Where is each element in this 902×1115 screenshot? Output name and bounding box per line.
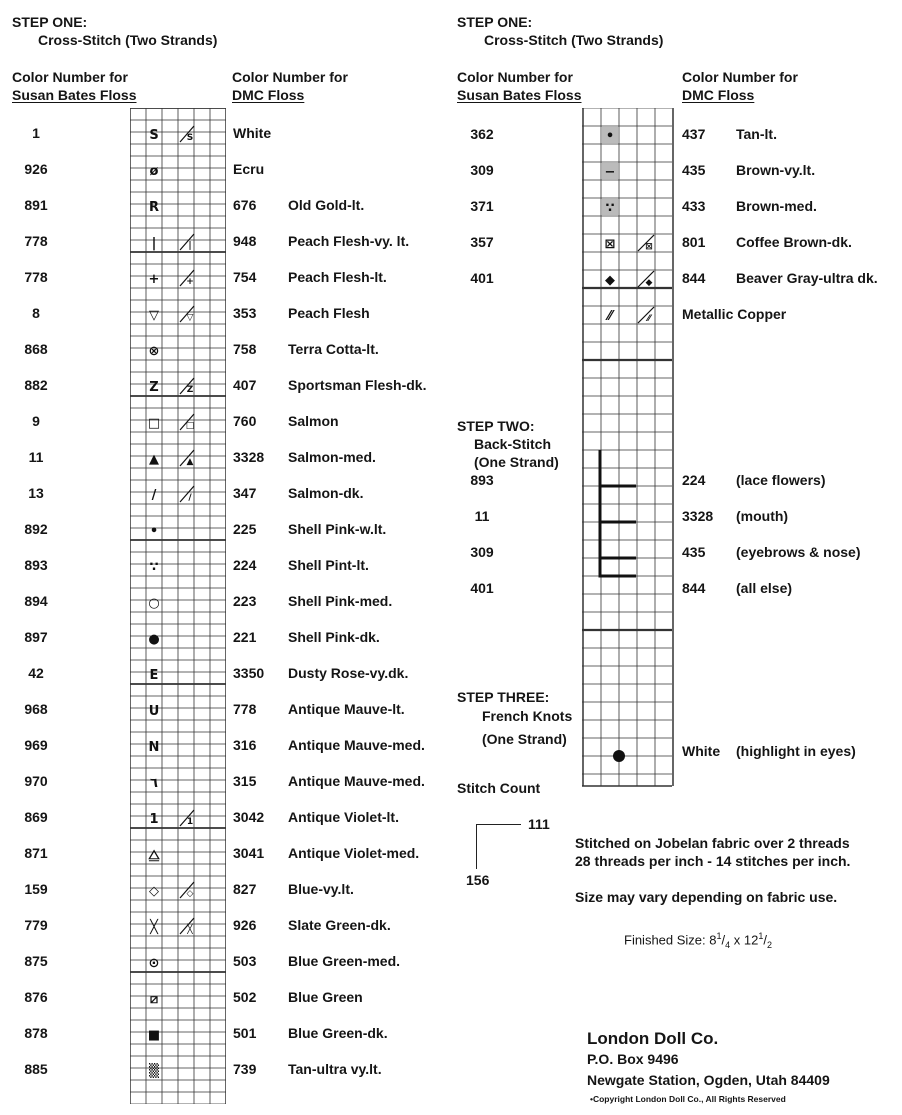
left-step-title: STEP ONE: [12,14,88,30]
fabric-line-2: 28 threads per inch - 14 stitches per inch. [575,853,851,869]
left-color-name: Peach Flesh [288,305,370,321]
left-symbol: ○ [148,596,160,611]
right-symbol: ∵ [605,201,615,216]
step-three-sub2: (One Strand) [482,731,567,747]
backstitch-dmc-number: 3328 [682,508,714,524]
left-symbol: ⧋ [148,848,160,863]
left-susan-number: 875 [24,953,48,969]
left-symbol: ▽ [149,308,159,323]
left-dmc-number: 926 [233,917,257,933]
left-dmc-number: 224 [233,557,257,573]
left-susan-number: 869 [24,809,48,825]
right-symbol: − [604,165,616,180]
left-dmc-number: 503 [233,953,257,969]
finished-size: Finished Size: $8^1/_4$ x $12^1/_2$ [624,931,772,950]
right-dmc-number: 437 [682,126,706,142]
left-susan-number: 871 [24,845,48,861]
left-dmc-number: 347 [233,485,257,501]
left-half-symbol: ╳ [187,925,193,935]
left-color-name: Tan-ultra vy.lt. [288,1061,382,1077]
right-symbol-grid [582,108,674,788]
left-symbol: U [148,704,160,719]
left-symbol: ø [149,164,159,179]
left-susan-number: 1 [32,125,40,141]
left-dmc-number: 225 [233,521,257,537]
left-susan-number: 969 [24,737,48,753]
right-half-symbol: ⊠ [645,242,653,252]
left-half-symbol: | [188,241,192,251]
left-symbol: N [148,740,160,755]
size-note: Size may vary depending on fabric use. [575,889,838,905]
left-color-name: Antique Mauve-lt. [288,701,405,717]
left-dmc-number: 315 [233,773,257,789]
left-color-name: Antique Mauve-med. [288,737,425,753]
left-susan-number: 8 [32,305,40,321]
left-color-name: Shell Pink-med. [288,593,393,609]
left-symbol: | [151,236,157,251]
right-dmc-number: Metallic Copper [682,306,787,322]
left-susan-number: 42 [28,665,44,681]
backstitch-susan-number: 893 [470,472,494,488]
left-susan-number: 9 [32,413,40,429]
left-susan-number: 970 [24,773,48,789]
left-symbol: ● [148,632,160,647]
left-dmc-number: Ecru [233,161,265,177]
backstitch-description: (lace flowers) [736,472,826,488]
backstitch-dmc-number: 224 [682,472,706,488]
left-dmc-number: 827 [233,881,257,897]
po-box: P.O. Box 9496 [587,1051,679,1067]
backstitch-susan-number: 309 [470,544,494,560]
left-susan-number: 778 [24,233,48,249]
left-half-symbol: S [186,133,194,143]
left-step-sub: Cross-Stitch (Two Strands) [38,32,218,48]
left-symbol-grid [130,108,226,1104]
left-symbol: ∵ [149,560,159,575]
left-color-name: Peach Flesh-vy. lt. [288,233,410,249]
left-dmc-number: 948 [233,233,257,249]
backstitch-susan-number: 401 [470,580,494,596]
left-symbol: Z [149,380,159,395]
right-color-name: Brown-vy.lt. [736,162,816,178]
left-symbol: □ [147,416,161,431]
right-step-title: STEP ONE: [457,14,533,30]
left-dmc-number: White [233,125,272,141]
left-half-symbol: / [188,493,192,503]
backstitch-description: (all else) [736,580,793,596]
left-susan-number: 885 [24,1061,48,1077]
left-susan-number: 778 [24,269,48,285]
fabric-line-1: Stitched on Jobelan fabric over 2 threads [575,835,850,851]
left-symbol: 1 [149,812,159,827]
left-dmc-number: 223 [233,593,257,609]
left-dmc-number: 221 [233,629,257,645]
left-symbol: ▲ [149,452,159,467]
left-symbol: ⧄ [149,992,159,1007]
step-two-title: STEP TWO: [457,418,535,434]
left-color-name: Terra Cotta-lt. [288,341,379,357]
right-symbol: • [605,129,615,144]
address: Newgate Station, Ogden, Utah 84409 [587,1072,830,1088]
left-dmc-number: 502 [233,989,257,1005]
left-color-name: Blue-vy.lt. [288,881,354,897]
left-susan-number: 893 [24,557,48,573]
copyright: •Copyright London Doll Co., All Rights Reserved [590,1094,786,1104]
right-color-name: Brown-med. [736,198,817,214]
left-dmc-number: 778 [233,701,257,717]
right-half-symbol: ◆ [645,278,653,288]
left-dmc-number: 3328 [233,449,265,465]
left-susan-number: 878 [24,1025,48,1041]
left-color-name: Blue Green [288,989,363,1005]
left-dmc-number: 760 [233,413,257,429]
left-hdr-dmc-1: Color Number for [232,69,348,85]
french-desc: (highlight in eyes) [736,743,856,759]
left-symbol: ╳ [150,920,158,935]
left-color-name: Salmon [288,413,339,429]
left-dmc-number: 407 [233,377,257,393]
left-color-name: Salmon-dk. [288,485,364,501]
left-dmc-number: 3042 [233,809,265,825]
left-susan-number: 894 [24,593,48,609]
left-symbol: + [148,272,160,287]
right-hdr-susan-2: Susan Bates Floss [457,87,582,103]
right-dmc-number: 435 [682,162,706,178]
left-half-stitch [180,486,194,502]
left-half-symbol: □ [185,421,195,431]
step-three-title: STEP THREE: [457,689,550,705]
backstitch-description: (eyebrows & nose) [736,544,861,560]
left-dmc-number: 676 [233,197,257,213]
right-susan-number: 357 [470,234,494,250]
left-symbol: ◇ [149,884,159,899]
left-half-symbol: + [186,277,194,287]
left-half-symbol: Z [186,385,194,395]
left-half-symbol: 1 [186,817,194,827]
backstitch-dmc-number: 435 [682,544,706,560]
left-susan-number: 11 [28,449,44,465]
left-color-name: Sportsman Flesh-dk. [288,377,427,393]
left-dmc-number: 3350 [233,665,265,681]
company-name: London Doll Co. [587,1029,719,1048]
right-susan-number: 401 [470,270,494,286]
backstitch-susan-number: 11 [474,508,490,524]
left-dmc-number: 3041 [233,845,265,861]
left-dmc-number: 501 [233,1025,257,1041]
backstitch-line [600,558,636,576]
left-symbol: ⊙ [148,956,160,971]
step-three-sub1: French Knots [482,708,573,724]
left-susan-number: 876 [24,989,48,1005]
left-susan-number: 159 [24,881,48,897]
right-hdr-dmc-2: DMC Floss [682,87,755,103]
right-half-stitch [638,307,654,323]
left-color-name: Salmon-med. [288,449,376,465]
left-susan-number: 882 [24,377,48,393]
french-dmc: White [682,743,721,759]
right-half-symbol: ⁄⁄ [647,314,651,324]
left-symbol: ٦ [150,776,158,791]
right-susan-number: 371 [470,198,494,214]
right-step-sub: Cross-Stitch (Two Strands) [484,32,664,48]
stitch-count-width: 111 [528,816,550,832]
left-susan-number: 897 [24,629,48,645]
left-symbol: S [149,128,159,143]
left-symbol: ■ [147,1028,161,1043]
right-dmc-number: 844 [682,270,706,286]
left-susan-number: 892 [24,521,48,537]
right-symbol: ⊠ [604,237,616,252]
left-half-symbol: ▲ [186,457,194,467]
left-color-name: Shell Pint-lt. [288,557,369,573]
left-susan-number: 891 [24,197,48,213]
left-color-name: Old Gold-lt. [288,197,365,213]
right-symbol: ⁄⁄ [607,309,613,324]
left-dmc-number: 739 [233,1061,257,1077]
backstitch-description: (mouth) [736,508,789,524]
right-hdr-susan-1: Color Number for [457,69,573,85]
left-symbol: R [148,200,160,215]
backstitch-dmc-number: 844 [682,580,706,596]
left-susan-number: 868 [24,341,48,357]
left-color-name: Shell Pink-w.lt. [288,521,387,537]
french-knot-dot [613,750,625,762]
step-two-sub1: Back-Stitch [474,436,552,452]
left-dmc-number: 758 [233,341,257,357]
left-color-name: Blue Green-dk. [288,1025,388,1041]
left-color-name: Slate Green-dk. [288,917,391,933]
right-color-name: Beaver Gray-ultra dk. [736,270,878,286]
right-hdr-dmc-1: Color Number for [682,69,798,85]
left-hdr-susan-1: Color Number for [12,69,128,85]
left-color-name: Antique Mauve-med. [288,773,425,789]
left-susan-number: 968 [24,701,48,717]
left-half-stitch [180,234,194,250]
left-dmc-number: 754 [233,269,257,285]
stitch-count-height: 156 [466,872,490,888]
left-hdr-susan-2: Susan Bates Floss [12,87,137,103]
right-susan-number: 309 [470,162,494,178]
left-half-symbol: ▽ [186,313,194,323]
left-color-name: Peach Flesh-lt. [288,269,387,285]
right-color-name: Coffee Brown-dk. [736,234,852,250]
left-color-name: Shell Pink-dk. [288,629,380,645]
left-color-name: Antique Violet-med. [288,845,420,861]
right-color-name: Tan-lt. [736,126,777,142]
right-dmc-number: 801 [682,234,706,250]
left-susan-number: 13 [28,485,44,501]
left-symbol: • [149,524,159,539]
left-symbol: / [151,488,157,503]
left-half-symbol: ◇ [186,889,194,899]
left-susan-number: 926 [24,161,48,177]
left-color-name: Blue Green-med. [288,953,401,969]
right-susan-number: 362 [470,126,494,142]
left-symbol: E [149,668,159,683]
left-symbol: ▒ [149,1064,159,1079]
left-symbol: ⊗ [148,344,160,359]
right-dmc-number: 433 [682,198,706,214]
stitch-count-label: Stitch Count [457,780,541,796]
left-color-name: Dusty Rose-vy.dk. [288,665,409,681]
right-symbol: ◆ [605,273,615,288]
step-two-sub2: (One Strand) [474,454,559,470]
stitch-count-corner [476,824,521,869]
left-color-name: Antique Violet-lt. [288,809,399,825]
left-susan-number: 779 [24,917,48,933]
left-dmc-number: 353 [233,305,257,321]
left-hdr-dmc-2: DMC Floss [232,87,305,103]
left-dmc-number: 316 [233,737,257,753]
